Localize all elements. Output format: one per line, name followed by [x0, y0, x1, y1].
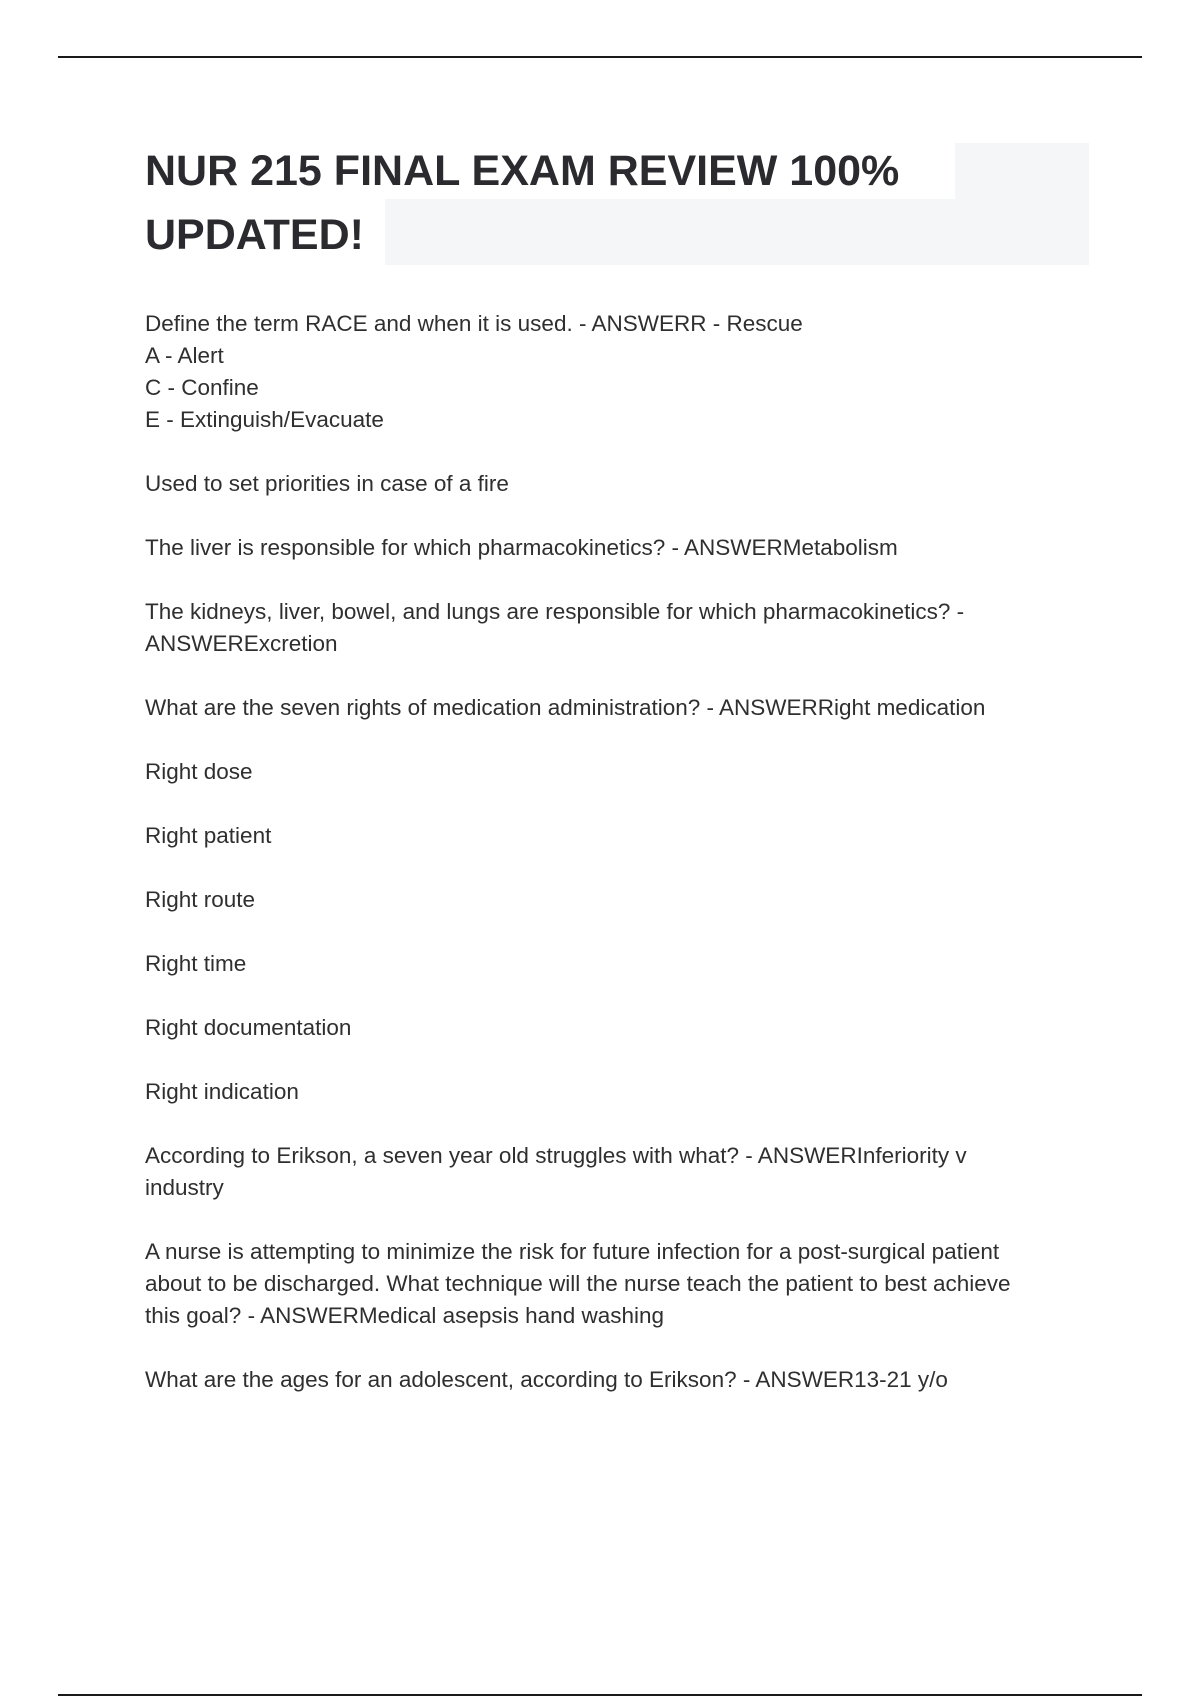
right-item	[145, 820, 1095, 852]
text-line: Right route	[145, 887, 256, 912]
right-item	[145, 1076, 1095, 1108]
text-line: ANSWERExcretion	[145, 631, 338, 656]
right-item	[145, 948, 1095, 980]
text-line: The kidneys, liver, bowel, and lungs are responsible for which pharmacokinetics? -	[145, 599, 965, 624]
right-item	[145, 1012, 1095, 1044]
text-line: C - Confine	[145, 375, 259, 400]
qa-erikson-seven	[145, 1140, 1095, 1204]
text-line: What are the seven rights of medication administration? - ANSWERRight medication	[145, 695, 986, 720]
text-line: E - Extinguish/Evacuate	[145, 407, 384, 432]
text-line: this goal? - ANSWERMedical asepsis hand washing	[145, 1303, 665, 1328]
qa-race	[145, 308, 1095, 436]
right-item	[145, 756, 1095, 788]
qa-liver	[145, 532, 1095, 564]
header-rule	[58, 56, 1142, 58]
text-line: Right dose	[145, 759, 253, 784]
qa-excretion	[145, 596, 1095, 660]
page-title: NUR 215 FINAL EXAM REVIEW 100% UPDATED!	[145, 147, 900, 259]
text-line: industry	[145, 1175, 224, 1200]
qa-seven-rights	[145, 692, 1095, 724]
text-line: Right patient	[145, 823, 272, 848]
qa-infection	[145, 1236, 1095, 1332]
qa-adolescent	[145, 1364, 1095, 1396]
footer-rule	[58, 1694, 1142, 1696]
text-line: A nurse is attempting to minimize the risk for future infection for a post-surgical patient	[145, 1239, 1000, 1264]
qa-race-usage	[145, 468, 1095, 500]
text-line: The liver is responsible for which pharmacokinetics? - ANSWERMetabolism	[145, 535, 898, 560]
text-line: A - Alert	[145, 343, 224, 368]
text-line: about to be discharged. What technique will the nurse teach the patient to best achieve	[145, 1271, 1011, 1296]
text-line: What are the ages for an adolescent, according to Erikson? - ANSWER13-21 y/o	[145, 1367, 948, 1392]
text-line: Right documentation	[145, 1015, 352, 1040]
title-block	[145, 143, 1089, 265]
right-item	[145, 884, 1095, 916]
text-line: According to Erikson, a seven year old struggles with what? - ANSWERInferiority v	[145, 1143, 967, 1168]
text-line: Right indication	[145, 1079, 299, 1104]
text-line: Define the term RACE and when it is used. - ANSWERR - Rescue	[145, 311, 803, 336]
text-line: Right time	[145, 951, 247, 976]
document-body	[145, 308, 1095, 1396]
text-line: Used to set priorities in case of a fire	[145, 471, 509, 496]
